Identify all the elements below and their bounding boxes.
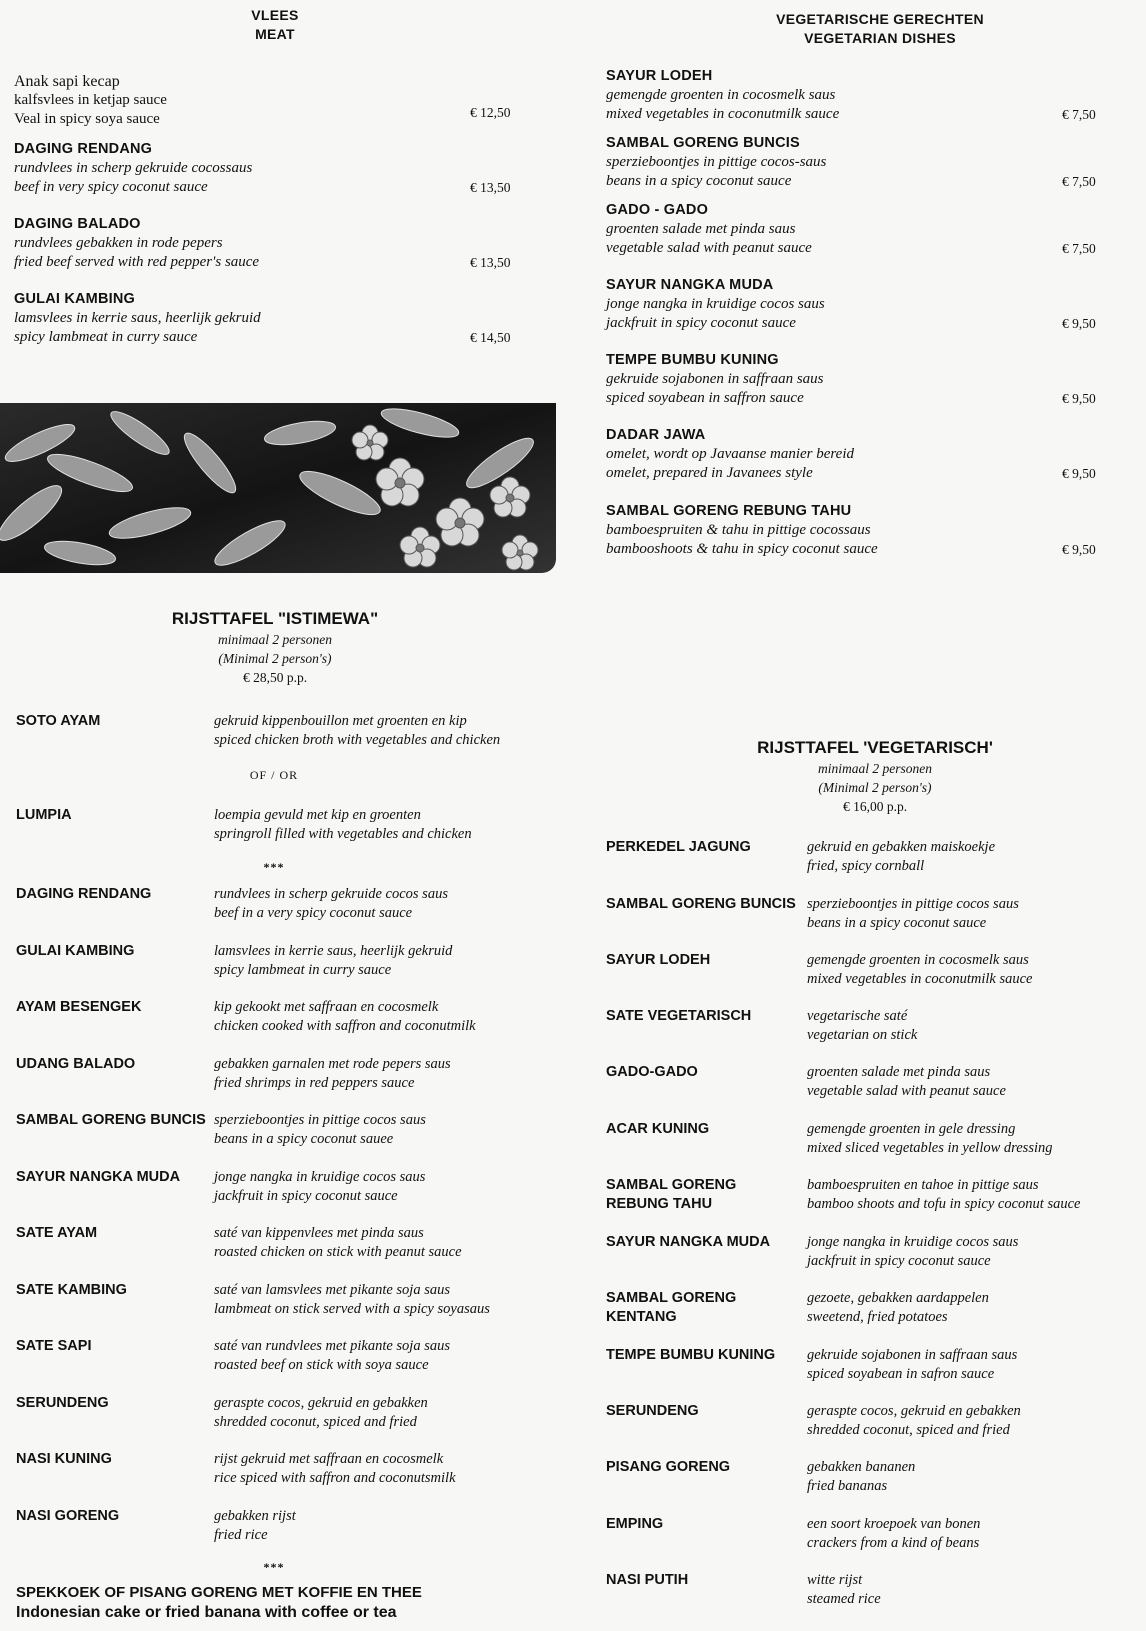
dessert-line: [16, 1583, 576, 1623]
dish-desc-en: fried, spicy cornball: [807, 858, 925, 874]
istimewa-header: [120, 608, 430, 687]
flower-leaves-image: [0, 403, 556, 573]
dish-price: € 7,50: [1062, 107, 1096, 122]
dish-desc-nl: gebakken bananen: [807, 1459, 916, 1475]
veg-item: [606, 67, 1106, 124]
dish-name: NASI PUTIH: [606, 1572, 689, 1588]
dish-desc-nl: saté van rundvlees met pikante soja saus: [214, 1338, 450, 1354]
dish-desc-nl: gekruid en gebakken maiskoekje: [807, 839, 996, 855]
veg-item: [606, 201, 1106, 258]
dish-desc-nl: bamboespruiten en tahoe in pittige saus: [807, 1177, 1039, 1193]
meat-item: [14, 72, 534, 129]
dish-desc-en: jackfruit in spicy coconut sauce: [807, 1253, 991, 1269]
dish-desc-en: shredded coconut, spiced and fried: [214, 1414, 417, 1430]
star-separator: ***: [263, 860, 285, 874]
dish-desc-en: spicy lambmeat in curry sauce: [214, 962, 392, 978]
dish-name: UDANG BALADO: [16, 1056, 136, 1072]
dish-name: SAYUR NANGKA MUDA: [606, 1234, 771, 1250]
dish-desc-en: spicy lambmeat in curry sauce: [14, 329, 198, 345]
istimewa-price: € 28,50 p.p.: [242, 670, 308, 685]
veg-item: [606, 134, 1106, 191]
dish-desc-en: springroll filled with vegetables and chicken: [214, 826, 472, 842]
veg-item: [606, 502, 1106, 559]
dish-desc-en: roasted beef on stick with soya sauce: [214, 1357, 429, 1373]
dish-name: SATE VEGETARISCH: [606, 1008, 752, 1024]
dish-name: SAMBAL GORENG BUNCIS: [16, 1112, 206, 1128]
dish-desc-nl: gekruide sojabonen in saffraan saus: [606, 371, 824, 387]
dish-name: Anak sapi kecap: [14, 73, 120, 90]
dish-name: SERUNDENG: [606, 1403, 699, 1419]
istimewa-min-en: (Minimal 2 person's): [218, 651, 332, 666]
dish-name: TEMPE BUMBU KUNING: [606, 352, 779, 368]
dessert-nl: SPEKKOEK OF PISANG GORENG MET KOFFIE EN THEE: [16, 1584, 422, 1601]
dish-desc-en: roasted chicken on stick with peanut sauce: [214, 1244, 462, 1260]
dish-price: € 7,50: [1062, 174, 1096, 189]
dish-name: GULAI KAMBING: [16, 943, 135, 959]
vegetarisch-header: [730, 737, 1020, 816]
dish-desc-nl: een soort kroepoek van bonen: [807, 1516, 981, 1532]
dish-price: € 13,50: [470, 255, 511, 270]
dessert-en: Indonesian cake or fried banana with coffee or tea: [16, 1604, 397, 1621]
meat-heading-nl: VLEES: [251, 7, 299, 23]
dish-desc-en: fried rice: [214, 1527, 268, 1543]
dish-desc-nl: jonge nangka in kruidige cocos saus: [214, 1169, 426, 1185]
dish-name: AYAM BESENGEK: [16, 999, 142, 1015]
dish-name: SOTO AYAM: [16, 713, 101, 729]
dish-desc-nl: gemengde groenten in cocosmelk saus: [606, 87, 836, 103]
meat-item: [14, 215, 534, 272]
dish-desc-en: beef in a very spicy coconut sauce: [214, 905, 413, 921]
dish-desc-en: spiced soyabean in safron sauce: [807, 1366, 995, 1382]
dish-desc-nl: gekruide sojabonen in saffraan saus: [807, 1347, 1018, 1363]
dish-desc-nl: sperzieboontjes in pittige cocos saus: [807, 896, 1019, 912]
dish-desc-en: lambmeat on stick served with a spicy soyasaus: [214, 1301, 490, 1317]
dish-desc-nl: lamsvlees in kerrie saus, heerlijk gekruid: [214, 943, 453, 959]
dish-desc-nl: gemengde groenten in gele dressing: [807, 1121, 1016, 1137]
dish-desc-en: mixed sliced vegetables in yellow dressing: [807, 1140, 1053, 1156]
veg-heading: [720, 10, 1040, 48]
dish-desc-en: mixed vegetables in coconutmilk sauce: [807, 971, 1033, 987]
dish-desc-nl: jonge nangka in kruidige cocos saus: [606, 296, 825, 312]
dish-desc-nl: gebakken garnalen met rode pepers saus: [214, 1056, 451, 1072]
dish-desc-en: mixed vegetables in coconutmilk sauce: [606, 106, 840, 122]
dish-name: SAMBAL GORENG BUNCIS: [606, 135, 800, 151]
dish-desc-nl: witte rijst: [807, 1572, 863, 1588]
dish-name: SATE KAMBING: [16, 1282, 127, 1298]
dish-desc-en: fried shrimps in red peppers sauce: [214, 1075, 415, 1091]
dish-desc-nl: rundvlees gebakken in rode pepers: [14, 235, 223, 251]
dish-desc-nl: bamboespruiten & tahu in pittige cocossaus: [606, 522, 871, 538]
veg-item: [606, 426, 1106, 483]
dish-desc-nl: saté van lamsvlees met pikante soja saus: [214, 1282, 450, 1298]
dish-desc-nl: sperzieboontjes in pittige cocos saus: [214, 1112, 426, 1128]
dish-desc-nl: kip gekookt met saffraan en cocosmelk: [214, 999, 439, 1015]
dish-desc-en: bambooshoots & tahu in spicy coconut sauce: [606, 541, 878, 557]
dish-name: ACAR KUNING: [606, 1121, 710, 1137]
veg-item: [606, 276, 1106, 333]
dish-desc-en: chicken cooked with saffron and coconutmilk: [214, 1018, 476, 1034]
floral-illustration: [0, 403, 556, 573]
dish-name: GADO - GADO: [606, 202, 709, 218]
dish-desc-nl: gekruid kippenbouillon met groenten en kip: [214, 713, 467, 729]
dish-desc-en: fried bananas: [807, 1478, 888, 1494]
veg-heading-en: VEGETARIAN DISHES: [804, 30, 956, 46]
dish-desc-en: vegetable salad with peanut sauce: [606, 240, 812, 256]
dish-name: SAMBAL GORENG BUNCIS: [606, 896, 796, 912]
vegetarisch-min-en: (Minimal 2 person's): [818, 780, 932, 795]
dish-desc-nl: sperzieboontjes in pittige cocos-saus: [606, 154, 827, 170]
dish-desc-nl: lamsvlees in kerrie saus, heerlijk gekruid: [14, 310, 261, 326]
dish-desc-en: jackfruit in spicy coconut sauce: [214, 1188, 398, 1204]
dish-desc-en: rice spiced with saffron and coconutsmilk: [214, 1470, 456, 1486]
dish-name: GULAI KAMBING: [14, 291, 136, 307]
dish-desc-en: omelet, prepared in Javanees style: [606, 465, 813, 481]
dish-desc-nl: kalfsvlees in ketjap sauce: [14, 92, 167, 108]
dish-desc-nl: groenten salade met pinda saus: [606, 221, 796, 237]
dish-name: DAGING RENDANG: [16, 886, 152, 902]
dish-name: SATE SAPI: [16, 1338, 92, 1354]
dish-desc-en: beans in a spicy coconut sauce: [807, 915, 987, 931]
dish-desc-en: Veal in spicy soya sauce: [14, 111, 160, 127]
dish-price: € 9,50: [1062, 466, 1096, 481]
dish-desc-en: jackfruit in spicy coconut sauce: [606, 315, 796, 331]
dish-name: DADAR JAWA: [606, 427, 706, 443]
meat-item: [14, 140, 534, 197]
veg-item: [606, 351, 1106, 408]
dish-desc-nl: jonge nangka in kruidige cocos saus: [807, 1234, 1019, 1250]
meat-heading-en: MEAT: [255, 26, 295, 42]
dish-desc-nl: rundvlees in scherp gekruide cocos saus: [214, 886, 448, 902]
dish-price: € 9,50: [1062, 391, 1096, 406]
dish-name: EMPING: [606, 1516, 664, 1532]
dish-name: TEMPE BUMBU KUNING: [606, 1347, 776, 1363]
dish-price: € 12,50: [470, 105, 511, 120]
dish-desc-nl: geraspte cocos, gekruid en gebakken: [214, 1395, 428, 1411]
dish-desc-nl: geraspte cocos, gekruid en gebakken: [807, 1403, 1021, 1419]
dish-desc-nl: saté van kippenvlees met pinda saus: [214, 1225, 424, 1241]
dish-desc-en: vegetarian on stick: [807, 1027, 918, 1043]
dish-desc-nl: gemengde groenten in cocosmelk saus: [807, 952, 1029, 968]
dish-name: DAGING BALADO: [14, 216, 141, 232]
dish-name: PERKEDEL JAGUNG: [606, 839, 751, 855]
dish-price: € 9,50: [1062, 542, 1096, 557]
dish-desc-en: beans in a spicy coconut sauce: [606, 173, 792, 189]
dish-desc-en: crackers from a kind of beans: [807, 1535, 980, 1551]
dish-desc-en: steamed rice: [807, 1591, 881, 1607]
meat-heading: [190, 6, 360, 44]
dish-name: SAYUR LODEH: [606, 952, 711, 968]
dish-desc-en: beef in very spicy coconut sauce: [14, 179, 208, 195]
dish-desc-en: fried beef served with red pepper's sauce: [14, 254, 260, 270]
dish-desc-nl: groenten salade met pinda saus: [807, 1064, 991, 1080]
veg-heading-nl: VEGETARISCHE GERECHTEN: [776, 11, 984, 27]
dish-desc-nl: gebakken rijst: [214, 1508, 296, 1524]
dish-name: SATE AYAM: [16, 1225, 98, 1241]
dish-name: GADO-GADO: [606, 1064, 698, 1080]
dish-name: SERUNDENG: [16, 1395, 109, 1411]
dish-desc-nl: gezoete, gebakken aardappelen: [807, 1290, 989, 1306]
dish-desc-nl: rundvlees in scherp gekruide cocossaus: [14, 160, 253, 176]
dish-price: € 14,50: [470, 330, 511, 345]
dish-name: LUMPIA: [16, 807, 72, 823]
meat-item: [14, 290, 534, 347]
dish-price: € 7,50: [1062, 241, 1096, 256]
dish-desc-nl: rijst gekruid met saffraan en cocosmelk: [214, 1451, 444, 1467]
dish-name: NASI GORENG: [16, 1508, 120, 1524]
dish-name: SAMBAL GORENG KENTANG: [606, 1290, 737, 1325]
dish-desc-nl: omelet, wordt op Javaanse manier bereid: [606, 446, 855, 462]
vegetarisch-title: RIJSTTAFEL 'VEGETARISCH': [757, 738, 993, 757]
vegetarisch-price: € 16,00 p.p.: [842, 799, 908, 814]
dish-desc-nl: vegetarische saté: [807, 1008, 908, 1024]
dish-name: SAYUR NANGKA MUDA: [606, 277, 774, 293]
dish-desc-nl: loempia gevuld met kip en groenten: [214, 807, 421, 823]
or-separator: OF / OR: [249, 768, 299, 782]
dish-desc-en: vegetable salad with peanut sauce: [807, 1083, 1006, 1099]
dish-desc-en: beans in a spicy coconut sauee: [214, 1131, 394, 1147]
dish-desc-en: shredded coconut, spiced and fried: [807, 1422, 1010, 1438]
dish-name: NASI KUNING: [16, 1451, 112, 1467]
vegetarisch-min-nl: minimaal 2 personen: [818, 761, 932, 776]
dish-name: SAYUR LODEH: [606, 68, 713, 84]
dish-price: € 13,50: [470, 180, 511, 195]
dish-price: € 9,50: [1062, 316, 1096, 331]
dish-name: PISANG GORENG: [606, 1459, 731, 1475]
dish-desc-en: bamboo shoots and tofu in spicy coconut sauce: [807, 1196, 1081, 1212]
star-separator: ***: [263, 1560, 285, 1574]
dish-name: SAYUR NANGKA MUDA: [16, 1169, 181, 1185]
dish-name: SAMBAL GORENG REBUNG TAHU: [606, 503, 852, 519]
dish-desc-en: spiced chicken broth with vegetables and chicken: [214, 732, 501, 748]
dish-name: SAMBAL GORENG REBUNG TAHU: [606, 1177, 737, 1212]
istimewa-title: RIJSTTAFEL "ISTIMEWA": [171, 609, 379, 628]
dish-desc-en: spiced soyabean in saffron sauce: [606, 390, 804, 406]
dish-desc-en: sweetend, fried potatoes: [807, 1309, 948, 1325]
istimewa-min-nl: minimaal 2 personen: [218, 632, 332, 647]
dish-name: DAGING RENDANG: [14, 141, 153, 157]
